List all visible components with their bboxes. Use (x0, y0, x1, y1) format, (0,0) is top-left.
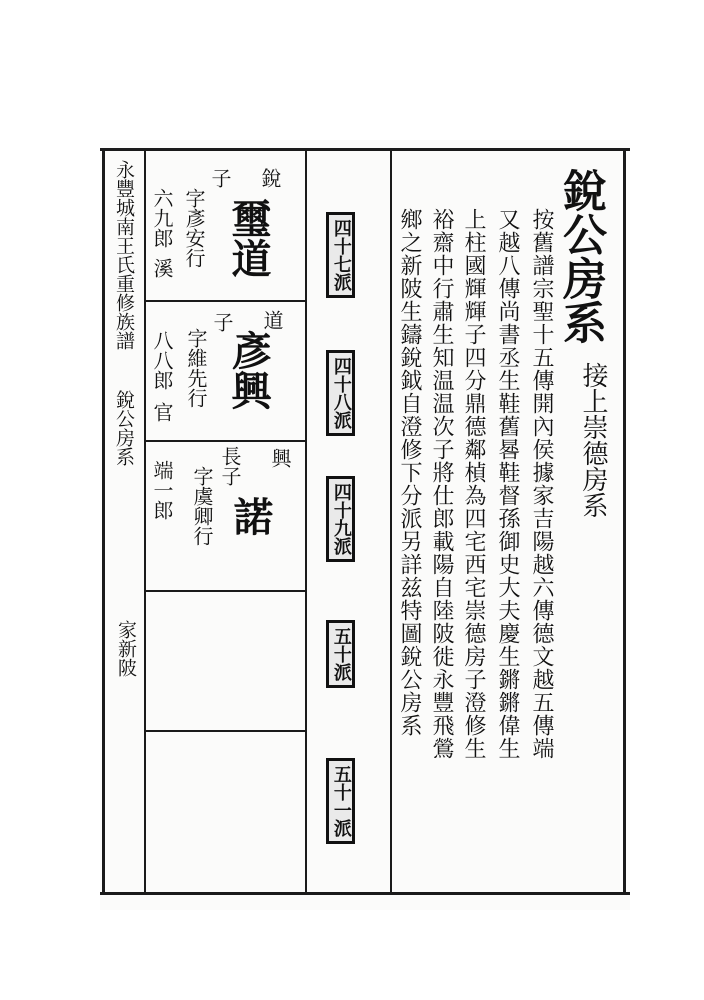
text-column-2: 又越八傳尚書丞生鞋舊晷鞋督孫御史大夫慶生鏘鏘偉生 (495, 208, 520, 760)
text-column-1: 按舊譜宗聖十五傳開內侯據家吉陽越六傳德文越五傳端 (529, 208, 554, 760)
generation-tag-50: 五十派 (326, 620, 355, 688)
page-subtitle: 接上崇德房系 (578, 362, 608, 518)
person-3-relation-label: 長子 (218, 446, 242, 486)
row-line-4 (144, 730, 306, 732)
margin-divider (144, 148, 146, 895)
person-3-courtesy: 字虞卿行 (190, 466, 214, 546)
text-column-4: 裕齋中行肅生知温温次子將仕郎載陽自陸陂徙永豐飛鶯 (429, 208, 454, 760)
bottom-border (100, 892, 630, 895)
row-line-3 (144, 590, 306, 592)
chart-right-divider (305, 148, 307, 895)
person-1-courtesy: 字彥安行 (182, 188, 206, 268)
person-1-relation-label: 子 (208, 168, 232, 188)
person-1-rank: 六九郎 (150, 188, 174, 248)
text-column-3: 上柱國輝輝子四分鼎德鄰楨為四宅西宅崇德房子澄修生 (461, 208, 486, 760)
generation-tag-48: 四十八派 (326, 350, 355, 436)
person-2-relation: 道 (260, 310, 284, 330)
generation-tag-51: 五十一派 (326, 758, 355, 844)
person-1-note: 溪 (150, 258, 174, 278)
person-1-name: 璽道 (225, 198, 272, 278)
person-1-relation: 銳 (258, 168, 282, 188)
person-3-rank: 端一郎 (150, 460, 174, 520)
generation-divider (390, 148, 392, 895)
person-2-note: 官 (150, 402, 174, 422)
branch-margin-label: 家新陂 (115, 620, 137, 677)
right-border (623, 148, 626, 895)
generation-tag-47: 四十七派 (326, 212, 355, 298)
book-title-margin: 永豐城南王氏重修族譜 (113, 160, 135, 350)
row-line-2 (144, 440, 306, 442)
genealogy-page (100, 140, 630, 910)
person-2-relation-label: 子 (210, 312, 234, 332)
person-3-relation: 興 (268, 448, 292, 468)
text-column-5: 鄉之新陂生鑄銳鉞自澄修下分派另詳兹特圖銳公房系 (397, 208, 422, 737)
row-line-1 (144, 300, 306, 302)
top-border (100, 148, 630, 151)
generation-tag-49: 四十九派 (326, 476, 355, 562)
section-margin-label: 銳公房系 (113, 390, 135, 466)
page-title: 銳公房系 (555, 168, 606, 344)
person-2-courtesy: 字維先行 (184, 328, 208, 408)
person-2-name: 彥興 (225, 330, 272, 410)
person-3-name: 諾 (227, 496, 274, 536)
person-2-rank: 八八郎 (150, 330, 174, 390)
left-border (102, 148, 105, 895)
